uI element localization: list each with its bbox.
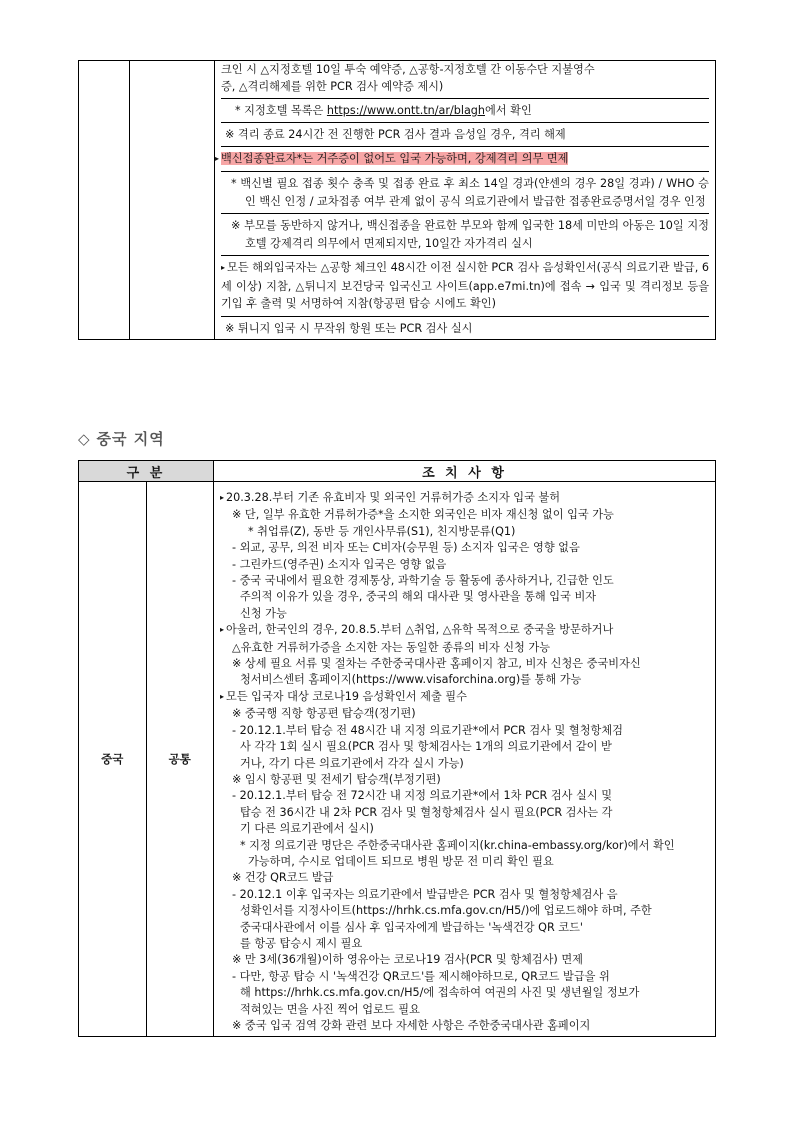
- vaccine-bullet-segment: [221, 146, 709, 171]
- header-category: 구 분: [79, 461, 214, 482]
- measure-line: 성확인서를 지정사이트(https://hrhk.cs.mfa.gov.cn/H5/)에 업로드해야 하며, 주한: [240, 904, 652, 918]
- vaccine-note-segment: [221, 171, 709, 213]
- hotel-list-suffix: 에서 확인: [485, 104, 532, 117]
- measure-line: - 외교, 공무, 의전 비자 또는 C비자(승무원 등) 소지자 입국은 영향 없음: [232, 541, 580, 555]
- measure-line: 사 각각 1회 실시 필요(PCR 검사 및 항체검사는 1개의 의료기관에서 같이 받: [240, 740, 612, 754]
- measure-line: ※ 중국행 직항 항공편 탑승객(정기편): [232, 707, 416, 721]
- measure-line: 가능하며, 수시로 업데이트 되므로 병원 방문 전 미리 확인 필요: [248, 854, 554, 868]
- china-measures-cell: [214, 482, 716, 1037]
- pcr-note-segment: [221, 122, 709, 146]
- section-title-text: 중국 지역: [96, 430, 165, 448]
- all-entrants-bullet: ▸ 모든 해외입국자는 △공항 체크인 48시간 이전 실시한 PCR 검사 음성확인서(공식 의료기관 발급, 6세 이상) 지참, △튀니지 보건당국 입국신고 사이트(app.e7mi.tn)에 접속 → 입국 및 격리정보 등을 기입 후 출력 및 서명하여 지참(항공편 탑승 시에도 확인): [215, 259, 709, 313]
- measure-line: - 그린카드(영주권) 소지자 입국은 영향 없음: [232, 557, 447, 571]
- country-cell: 중국: [79, 482, 147, 1037]
- hotel-list-segment: [221, 98, 709, 122]
- china-row: [79, 482, 716, 1037]
- tunisia-measures-table: [78, 60, 716, 340]
- measures-cell: [215, 61, 716, 340]
- measure-line: - 20.12.1 이후 입국자는 의료기관에서 발급받은 PCR 검사 및 혈청항체검사 음: [232, 887, 618, 901]
- table-header-row: [79, 461, 716, 482]
- pcr-note: ※ 격리 종료 24시간 전 진행한 PCR 검사 결과 음성일 경우, 격리 해제: [225, 128, 566, 141]
- country-cell-empty: [79, 61, 130, 340]
- measure-line: - 다만, 항공 탑승 시 '녹색건강 QR코드'를 제시해야하므로, QR코드 발급을 위: [232, 969, 610, 983]
- measure-line: 해 https://hrhk.cs.mfa.gov.cn/H5/에 접속하여 여권의 사진 및 생년월일 정보가: [240, 986, 640, 1000]
- child-note: ※ 부모를 동반하지 않거나, 백신접종을 완료한 부모와 함께 입국한 18세 미만의 아동은 10일 지정호텔 강제격리 의무에서 면제되지만, 10일간 자가격리 실시: [231, 219, 709, 250]
- measure-line: 를 항공 탑승시 제시 필요: [240, 936, 363, 950]
- measure-line: * 지정 의료기관 명단은 주한중국대사관 홈페이지(kr.china-embassy.org/kor)에서 확인: [240, 838, 675, 852]
- random-note-segment: [221, 316, 709, 339]
- measure-line: 거나, 각기 다른 의료기관에서 각각 실시 가능): [240, 756, 464, 770]
- vaccine-highlight: 백신접종완료자*는 거주증이 없어도 입국 가능하며, 강제격리 의무 면제: [221, 152, 569, 165]
- measure-line: 청서비스센터 홈페이지(https://www.visaforchina.org)를 통해 가능: [240, 673, 582, 687]
- category-cell-empty: [130, 61, 215, 340]
- category-cell: 공통: [146, 482, 214, 1037]
- china-measures-list: [222, 490, 709, 1034]
- measure-bullet: ▸ 아울러, 한국인의 경우, 20.8.5.부터 △취업, △유학 목적으로 중국을 방문하거나: [220, 622, 709, 639]
- hotel-list-link[interactable]: https://www.ontt.tn/ar/blagh: [326, 104, 485, 117]
- measure-line: - 20.12.1.부터 탑승 전 72시간 내 지정 의료기관*에서 1차 PCR 검사 실시 및: [232, 789, 613, 803]
- hotel-list-prefix: * 지정호텔 목록은: [235, 104, 327, 117]
- measure-line: - 중국 국내에서 필요한 경제통상, 과학기술 등 활동에 종사하거나, 긴급한 인도: [232, 574, 614, 588]
- vaccine-note: * 백신별 필요 접종 횟수 충족 및 접종 완료 후 최소 14일 경과(얀센의 경우 28일 경과) / WHO 승인 백신 인정 / 교차접종 여부 관계 없이 공식 의료기관에서 발급한 접종완료증명서일 경우 인정: [231, 177, 709, 208]
- measure-bullet: ▸ 20.3.28.부터 기존 유효비자 및 외국인 거류허가증 소지자 입국 불허: [220, 490, 709, 507]
- measure-line: * 취업류(Z), 동반 등 개인사무류(S1), 친지방문류(Q1): [248, 524, 516, 538]
- text-line: 증, △격리해제를 위한 PCR 검사 예약증 제시): [221, 80, 444, 93]
- measure-line: ※ 단, 일부 유효한 거류허가증*을 소지한 외국인은 비자 재신청 없이 입국 가능: [232, 508, 614, 522]
- diamond-outline-icon: ◇: [78, 430, 91, 448]
- measure-line: 기 다른 의료기관에서 실시): [240, 822, 374, 836]
- measure-line: 신청 가능: [240, 606, 287, 620]
- measure-line: ※ 만 3세(36개월)이하 영유아는 코로나19 검사(PCR 및 항체검사) 면제: [232, 953, 583, 967]
- hotel-segment: [221, 61, 709, 98]
- all-entrants-segment: [221, 255, 709, 316]
- measure-line: - 20.12.1.부터 탑승 전 48시간 내 지정 의료기관*에서 PCR 검사 및 혈청항체검: [232, 723, 623, 737]
- measure-line: 적혀있는 면을 사진 찍어 업로드 필요: [240, 1002, 420, 1016]
- hotel-list-line: [221, 102, 709, 119]
- china-measures-table: [78, 460, 716, 1037]
- measure-bullet: ▸ 모든 입국자 대상 코로나19 음성확인서 제출 필수: [220, 689, 709, 706]
- text-line: 크인 시 △지정호텔 10일 투숙 예약증, △공항-지정호텔 간 이동수단 지불영수: [221, 63, 595, 76]
- section-title: [78, 428, 165, 449]
- child-note-segment: [221, 213, 709, 255]
- random-note: ※ 튀니지 입국 시 무작위 항원 또는 PCR 검사 실시: [225, 321, 473, 335]
- measure-line: 중국대사관에서 이를 심사 후 입국자에게 발급하는 '녹색건강 QR 코드': [240, 920, 583, 934]
- measure-line: ※ 건강 QR코드 발급: [232, 871, 334, 885]
- header-measures: 조 치 사 항: [214, 461, 716, 482]
- measure-line: ※ 중국 입국 검역 강화 관련 보다 자세한 사항은 주한중국대사관 홈페이지: [232, 1019, 591, 1032]
- measure-line: ※ 상세 필요 서류 및 절차는 주한중국대사관 홈페이지 참고, 비자 신청은 중국비자신: [232, 657, 641, 671]
- measure-line: 탑승 전 36시간 내 2차 PCR 검사 및 혈청항체검사 실시 필요(PCR 검사는 각: [240, 805, 613, 819]
- measure-line: ※ 임시 항공편 및 전세기 탑승객(부정기편): [232, 772, 441, 786]
- measure-line: △유효한 거류허가증을 소지한 자는 동일한 종류의 비자 신청 가능: [232, 640, 551, 654]
- measure-line: 주의적 이유가 있을 경우, 중국의 해외 대사관 및 영사관을 통해 입국 비자: [240, 590, 597, 604]
- vaccine-bullet: [215, 150, 709, 168]
